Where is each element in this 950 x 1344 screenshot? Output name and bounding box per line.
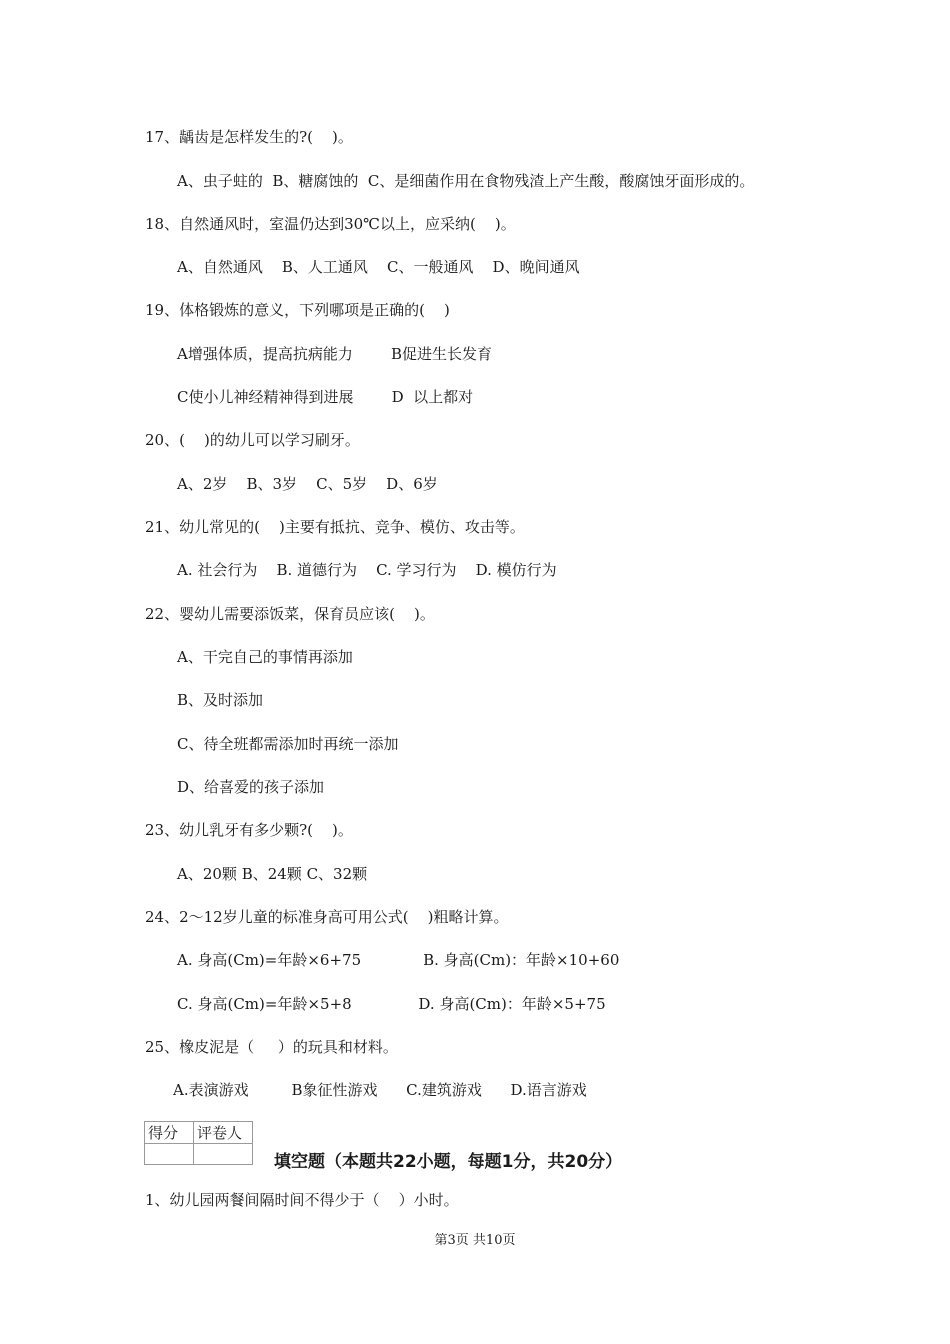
question-20-stem: 20、( )的幼儿可以学习刷牙。 [145, 431, 360, 449]
question-21-stem: 21、幼儿常见的( )主要有抵抗、竞争、模仿、攻击等。 [145, 518, 525, 536]
fill-question-1-stem: 1、幼儿园两餐间隔时间不得少于（ ）小时。 [145, 1191, 459, 1209]
question-24-option-line-1: A. 身高(Cm)=年龄×6+75 B. 身高(Cm)：年龄×10+60 [177, 951, 620, 969]
grader-cell[interactable] [194, 1144, 253, 1165]
question-22-stem: 22、婴幼儿需要添饭菜，保育员应该( )。 [145, 605, 435, 623]
question-23-stem: 23、幼儿乳牙有多少颗?( )。 [145, 821, 353, 839]
question-24-option-line-2: C. 身高(Cm)=年龄×5+8 D. 身高(Cm)：年龄×5+75 [177, 995, 606, 1013]
question-22-option-b: B、及时添加 [177, 691, 264, 709]
question-18-stem: 18、自然通风时，室温仍达到30℃以上，应采纳( )。 [145, 215, 516, 233]
question-21-options: A. 社会行为 B. 道德行为 C. 学习行为 D. 模仿行为 [177, 561, 557, 579]
question-25-options: A.表演游戏 B象征性游戏 C.建筑游戏 D.语言游戏 [173, 1081, 587, 1099]
question-19-option-line-1: A增强体质，提高抗病能力 B促进生长发育 [177, 345, 493, 363]
question-22-option-c: C、待全班都需添加时再统一添加 [177, 735, 399, 753]
question-19-option-line-2: C使小儿神经精神得到进展 D 以上都对 [177, 388, 474, 406]
question-20-options: A、2岁 B、3岁 C、5岁 D、6岁 [177, 475, 438, 493]
page-footer: 第3页 共10页 [434, 1233, 516, 1248]
score-cell[interactable] [145, 1144, 194, 1165]
section-title: 填空题（本题共22小题，每题1分，共20分） [274, 1152, 623, 1172]
question-22-option-d: D、给喜爱的孩子添加 [177, 778, 325, 796]
score-label: 得分 [145, 1122, 194, 1144]
question-23-options: A、20颗 B、24颗 C、32颗 [177, 865, 368, 883]
question-18-options: A、自然通风 B、人工通风 C、一般通风 D、晚间通风 [177, 258, 580, 276]
question-25-stem: 25、橡皮泥是（ ）的玩具和材料。 [145, 1038, 398, 1056]
grader-label: 评卷人 [194, 1122, 253, 1144]
score-box [144, 1121, 253, 1165]
question-17-stem: 17、龋齿是怎样发生的?( )。 [145, 128, 353, 146]
question-19-stem: 19、体格锻炼的意义，下列哪项是正确的( ) [145, 301, 450, 319]
question-17-options: A、虫子蛀的 B、糖腐蚀的 C、是细菌作用在食物残渣上产生酸，酸腐蚀牙面形成的。 [177, 172, 755, 190]
question-22-option-a: A、干完自己的事情再添加 [177, 648, 353, 666]
question-24-stem: 24、2～12岁儿童的标准身高可用公式( )粗略计算。 [145, 908, 509, 926]
